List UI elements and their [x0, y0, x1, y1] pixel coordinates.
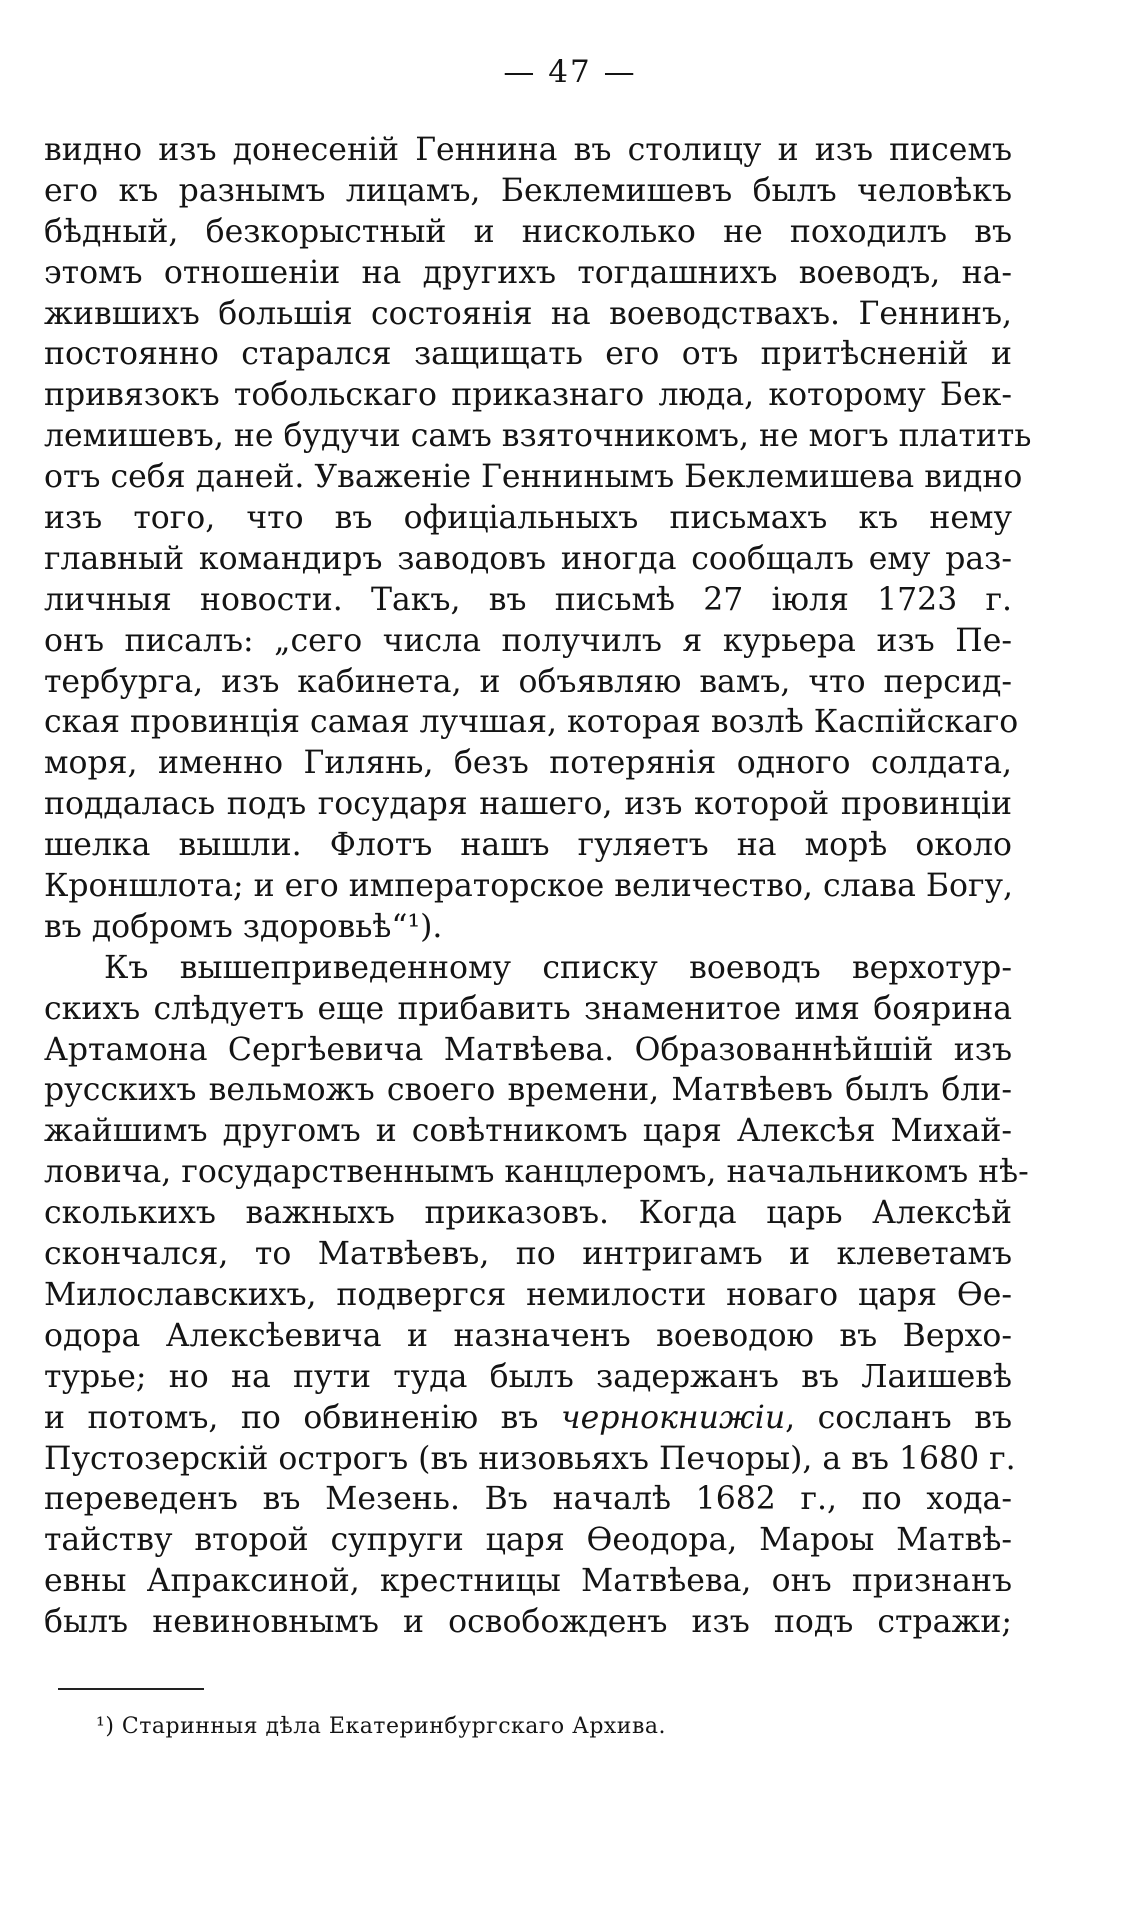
text-line: постоянно старался защищать его отъ притѣсненій и: [44, 336, 1012, 373]
text-line: лемишевъ, не будучи самъ взяточникомъ, не могъ платить: [44, 418, 1032, 455]
text-line: жайшимъ другомъ и совѣтникомъ царя Алексѣя Михай-: [44, 1113, 1012, 1150]
text-segment: , сосланъ въ: [785, 1399, 1013, 1436]
text-line: личныя новости. Такъ, въ письмѣ 27 іюля 1723 г.: [44, 581, 1012, 618]
text-line: ловича, государственнымъ канцлеромъ, начальникомъ нѣ-: [44, 1154, 1029, 1191]
text-segment: и потомъ, по обвиненію въ: [44, 1399, 539, 1436]
text-line: сколькихъ важныхъ приказовъ. Когда царь Алексѣй: [44, 1195, 1012, 1232]
text-line: скончался, то Матвѣевъ, по интригамъ и клеветамъ: [44, 1236, 1012, 1273]
text-line: русскихъ вельможъ своего времени, Матвѣевъ былъ бли-: [44, 1072, 1012, 1109]
text-line: евны Апраксиной, крестницы Матвѣева, онъ признанъ: [44, 1563, 1012, 1600]
footnote: [96, 1712, 666, 1742]
text-line: переведенъ въ Мезень. Въ началѣ 1682 г., по хода-: [44, 1481, 1012, 1518]
text-line: отъ себя даней. Уваженіе Геннинымъ Беклемишева видно: [44, 459, 1023, 496]
footnote-marker: ¹): [96, 1714, 115, 1739]
text-line: въ добромъ здоровьѣ“¹).: [44, 908, 443, 945]
text-line: бѣдный, безкорыстный и нисколько не походилъ въ: [44, 213, 1012, 250]
text-line: былъ невиновнымъ и освобожденъ изъ подъ стражи;: [44, 1604, 1012, 1641]
text-line: Милославскихъ, подвергся немилости новаго царя Ѳе-: [44, 1276, 1012, 1313]
text-line: привязокъ тобольскаго приказнаго люда, которому Бек-: [44, 377, 1012, 414]
text-line-with-italic: [44, 1398, 1012, 1439]
text-line: турье; но на пути туда былъ задержанъ въ Лаишевѣ: [44, 1358, 1012, 1395]
text-line: главный командиръ заводовъ иногда сообщалъ ему раз-: [44, 540, 1012, 577]
text-line: Артамона Сергѣевича Матвѣева. Образованнѣйшій изъ: [44, 1031, 1012, 1068]
text-line: шелка вышли. Флотъ нашъ гуляетъ на морѣ около: [44, 827, 1012, 864]
main-text: [44, 130, 1032, 1643]
text-line: этомъ отношеніи на другихъ тогдашнихъ воеводъ, на-: [44, 254, 1012, 291]
footnote-text: Старинныя дѣла Екатеринбургскаго Архива.: [121, 1714, 666, 1739]
text-line: тербурга, изъ кабинета, и объявляю вамъ, что персид-: [44, 663, 1012, 700]
text-line: моря, именно Гилянь, безъ потерянія одного солдата,: [44, 745, 1012, 782]
text-line: Пустозерскій острогъ (въ низовьяхъ Печоры), а въ 1680 г.: [44, 1440, 1016, 1477]
text-line: изъ того, что въ офиціальныхъ письмахъ къ нему: [44, 500, 1012, 537]
italic-word: чернокнижіи: [560, 1399, 786, 1436]
page-number: — 47 —: [503, 54, 637, 90]
text-line: его къ разнымъ лицамъ, Беклемишевъ былъ человѣкъ: [44, 172, 1012, 209]
footnote-divider: [58, 1688, 204, 1690]
text-line: Кроншлота; и его императорское величество, слава Богу,: [44, 868, 1014, 905]
text-line: тайству второй супруги царя Ѳеодора, Мароы Матвѣ-: [44, 1522, 1012, 1559]
text-line: онъ писалъ: „сего числа получилъ я курьера изъ Пе-: [44, 622, 1012, 659]
text-line: поддалась подъ государя нашего, изъ которой провинціи: [44, 786, 1012, 823]
text-line: видно изъ донесеній Геннина въ столицу и изъ писемъ: [44, 132, 1012, 168]
text-line: ская провинція самая лучшая, которая возлѣ Каспійскаго: [44, 704, 1019, 741]
text-line: жившихъ большія состоянія на воеводствахъ. Геннинъ,: [44, 295, 1012, 332]
paragraph-start-line: Къ вышеприведенному списку воеводъ верхотур-: [104, 949, 1012, 986]
text-line: одора Алексѣевича и назначенъ воеводою въ Верхо-: [44, 1317, 1012, 1354]
text-line: скихъ слѣдуетъ еще прибавить знаменитое имя боярина: [44, 990, 1012, 1027]
